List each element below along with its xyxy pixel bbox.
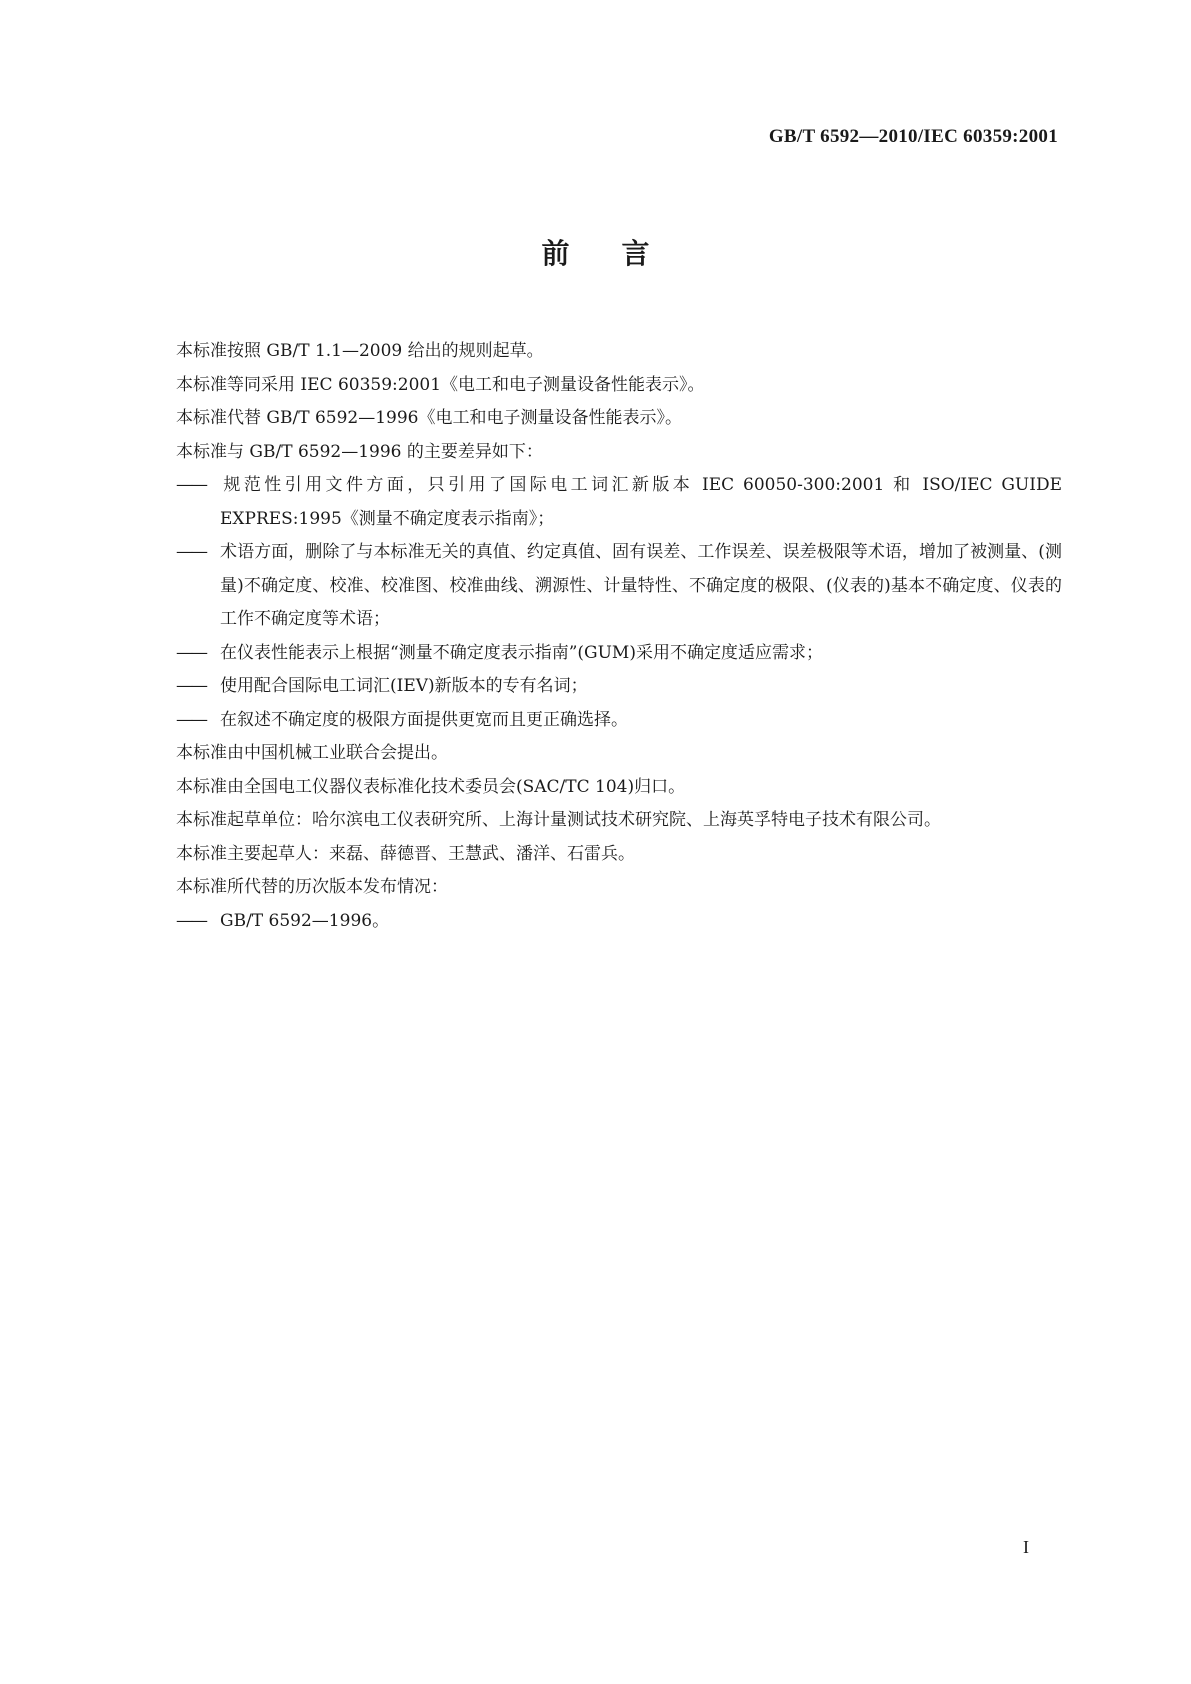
paragraph-under-jurisdiction: 本标准由全国电工仪器仪表标准化技术委员会(SAC/TC 104)归口。 — [176, 776, 686, 797]
dash-marker: —— — [176, 475, 206, 495]
paragraph-proposed-by: 本标准由中国机械工业联合会提出。 — [176, 743, 448, 763]
foreword-body — [132, 335, 1062, 938]
page-number: I — [1023, 1537, 1029, 1557]
paragraph-drafters: 本标准主要起草人：来磊、薛德晋、王慧武、潘洋、石雷兵。 — [176, 843, 635, 864]
dash-marker: —— — [176, 542, 206, 562]
previous-version-item — [132, 905, 1062, 939]
difference-item-text: 在仪表性能表示上根据“测量不确定度表示指南”(GUM)采用不确定度适应需求； — [220, 642, 823, 663]
standard-code-header: GB/T 6592—2010/IEC 60359:2001 — [768, 126, 1058, 147]
paragraph-differences-intro: 本标准与 GB/T 6592—1996 的主要差异如下： — [176, 441, 543, 462]
previous-version-text: GB/T 6592—1996。 — [220, 910, 390, 931]
paragraph-equivalent-adoption: 本标准等同采用 IEC 60359:2001《电工和电子测量设备性能表示》。 — [176, 374, 705, 395]
difference-item-text: 使用配合国际电工词汇(IEV)新版本的专有名词； — [220, 676, 588, 696]
dash-marker: —— — [176, 676, 206, 696]
paragraph-replaces: 本标准代替 GB/T 6592—1996《电工和电子测量设备性能表示》。 — [176, 408, 682, 428]
difference-item-limits — [132, 704, 1062, 738]
paragraph-previous-versions-intro: 本标准所代替的历次版本发布情况： — [176, 877, 448, 897]
difference-item-text: 规范性引用文件方面，只引用了国际电工词汇新版本 IEC 60050-300:2001 和 ISO/IEC GUIDE EXPRES:1995《测量不确定度表示指南》； — [220, 475, 1062, 529]
difference-item-gum — [132, 637, 1062, 671]
dash-marker: —— — [176, 910, 206, 931]
page-title: 前言 — [541, 237, 702, 270]
dash-marker: —— — [176, 642, 206, 663]
difference-item-references — [132, 469, 1062, 536]
difference-item-text: 术语方面，删除了与本标准无关的真值、约定真值、固有误差、工作误差、误差极限等术语，增加了被测量、(测量)不确定度、校准、校准图、校准曲线、溯源性、计量特性、不确定度的极限、(仪表的)基本不确定度、仪表的工作不确定度等术语； — [220, 542, 1062, 629]
paragraph-drafting-rules: 本标准按照 GB/T 1.1—2009 给出的规则起草。 — [176, 341, 544, 361]
paragraph-drafting-units: 本标准起草单位：哈尔滨电工仪表研究所、上海计量测试技术研究院、上海英孚特电子技术有限公司。 — [176, 810, 941, 830]
difference-item-terms — [132, 536, 1062, 637]
difference-item-text: 在叙述不确定度的极限方面提供更宽而且更正确选择。 — [220, 709, 628, 730]
dash-marker: —— — [176, 709, 206, 730]
difference-item-iev — [132, 670, 1062, 704]
